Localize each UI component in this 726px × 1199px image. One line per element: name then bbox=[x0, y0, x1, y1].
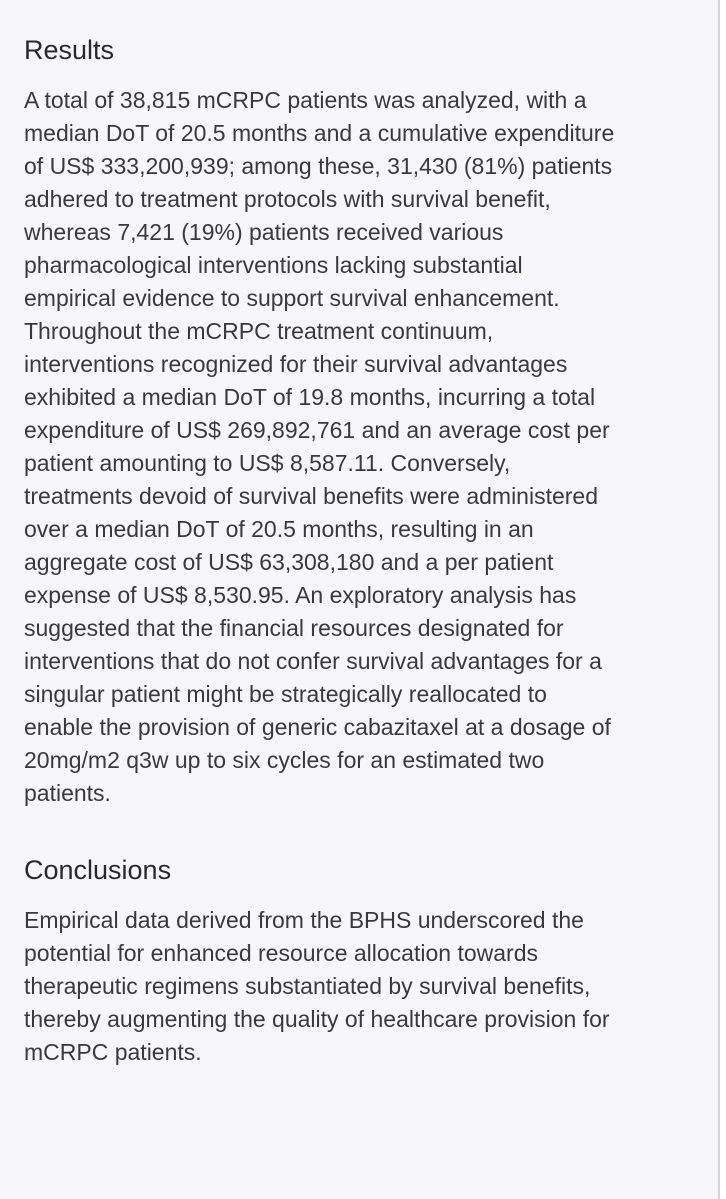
results-line: over a median DoT of 20.5 months, resulting in an bbox=[24, 516, 534, 542]
results-line: enable the provision of generic cabazitaxel at a dosage of bbox=[24, 714, 611, 740]
results-heading: Results bbox=[24, 35, 115, 65]
conclusions-paragraph bbox=[24, 904, 704, 1069]
results-line: patients. bbox=[24, 780, 111, 806]
results-line: median DoT of 20.5 months and a cumulative expenditure bbox=[24, 120, 615, 146]
results-line: exhibited a median DoT of 19.8 months, incurring a total bbox=[24, 384, 596, 410]
results-line: whereas 7,421 (19%) patients received various bbox=[24, 219, 504, 245]
results-line: treatments devoid of survival benefits were administered bbox=[24, 483, 599, 509]
results-line: of US$ 333,200,939; among these, 31,430 (81%) patients bbox=[24, 153, 613, 179]
results-line: expense of US$ 8,530.95. An exploratory analysis has bbox=[24, 582, 577, 608]
conclusions-heading: Conclusions bbox=[24, 855, 172, 885]
results-line: A total of 38,815 mCRPC patients was analyzed, with a bbox=[24, 87, 587, 113]
results-line: pharmacological interventions lacking substantial bbox=[24, 252, 523, 278]
conclusions-line: therapeutic regimens substantiated by survival benefits, bbox=[24, 973, 591, 999]
results-line: interventions that do not confer survival advantages for a bbox=[24, 648, 602, 674]
conclusions-section bbox=[24, 850, 718, 1069]
results-line: 20mg/m2 q3w up to six cycles for an estimated two bbox=[24, 747, 545, 773]
conclusions-line: potential for enhanced resource allocation towards bbox=[24, 940, 538, 966]
results-line: Throughout the mCRPC treatment continuum, bbox=[24, 318, 494, 344]
results-line: singular patient might be strategically reallocated to bbox=[24, 681, 547, 707]
results-line: aggregate cost of US$ 63,308,180 and a per patient bbox=[24, 549, 554, 575]
results-line: adhered to treatment protocols with survival benefit, bbox=[24, 186, 551, 212]
results-paragraph bbox=[24, 84, 704, 810]
conclusions-line: Empirical data derived from the BPHS underscored the bbox=[24, 907, 584, 933]
results-line: interventions recognized for their survival advantages bbox=[24, 351, 568, 377]
results-section bbox=[24, 30, 718, 810]
conclusions-line: mCRPC patients. bbox=[24, 1039, 202, 1065]
results-line: suggested that the financial resources designated for bbox=[24, 615, 564, 641]
results-line: patient amounting to US$ 8,587.11. Conversely, bbox=[24, 450, 511, 476]
results-line: empirical evidence to support survival enhancement. bbox=[24, 285, 560, 311]
results-line: expenditure of US$ 269,892,761 and an average cost per bbox=[24, 417, 610, 443]
conclusions-line: thereby augmenting the quality of healthcare provision for bbox=[24, 1006, 610, 1032]
